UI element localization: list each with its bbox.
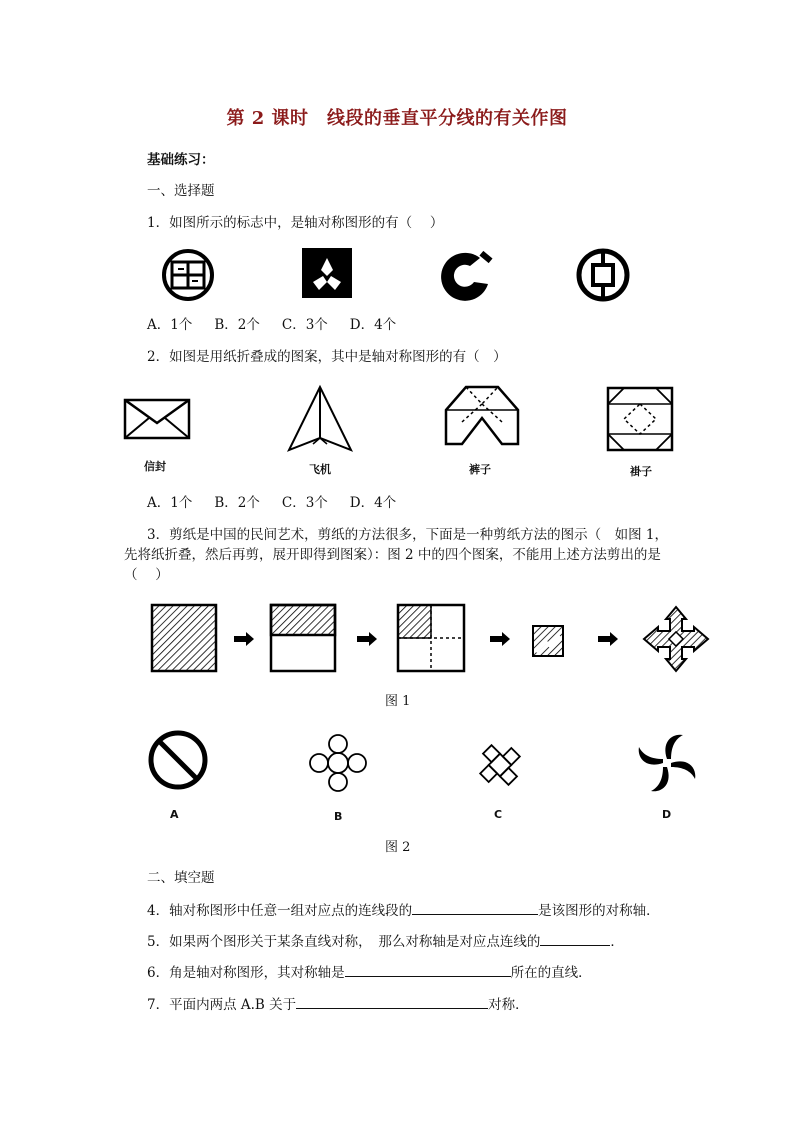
q1-logo-4 [575, 247, 631, 303]
q5-line [147, 930, 624, 952]
figure-2-caption: 图 2 [385, 840, 411, 855]
part1-heading: 一、选择题 [147, 183, 215, 199]
figure-2-label-d: D [662, 808, 672, 821]
figure-1-caption: 图 1 [385, 694, 411, 709]
q4-text-after: 是该图形的对称轴． [538, 903, 660, 919]
q6-text-before: 6．角是轴对称图形，其对称轴是 [147, 965, 345, 981]
section-basic-heading: 基础练习： [147, 152, 215, 168]
q2-label-pants: 裤子 [469, 463, 491, 476]
figure-2-option-b [308, 733, 368, 793]
figure-2-label-a: A [170, 808, 179, 821]
q7-text-before: 7．平面内两点 A.B 关于 [147, 997, 297, 1013]
q7-line [147, 993, 529, 1015]
q1-logo-2 [302, 248, 354, 300]
q2-envelope-figure [123, 395, 193, 443]
q2-pants-figure [442, 384, 522, 454]
part2-heading: 二、填空题 [147, 870, 215, 886]
figure-2-option-d [632, 728, 702, 798]
q1-text: 1．如图所示的标志中，是轴对称图形的有（ ） [147, 215, 444, 231]
q1-option-a: A．1个 [147, 317, 193, 333]
page-title: 第 2 课时 线段的垂直平分线的有关作图 [226, 108, 568, 129]
q7-text-after: 对称． [488, 997, 529, 1013]
q2-options [147, 493, 418, 513]
q2-option-c: C．3个 [281, 495, 328, 511]
q1-logo-3 [440, 248, 496, 304]
q2-option-b: B．2个 [214, 495, 260, 511]
q1-option-d: D．4个 [349, 317, 397, 333]
q2-label-plane: 飞机 [309, 463, 331, 476]
q7-answer-blank[interactable] [296, 993, 488, 1009]
q2-option-d: D．4个 [349, 495, 397, 511]
q4-answer-blank[interactable] [412, 899, 538, 915]
figure-2-label-c: C [494, 808, 503, 821]
q2-jacket-figure [604, 384, 676, 454]
q1-options [147, 315, 418, 335]
q2-label-envelope: 信封 [144, 460, 166, 473]
q5-text-before: 5．如果两个图形关于某条直线对称， 那么对称轴是对应点连线的 [147, 934, 541, 950]
q6-text-after: 所在的直线． [510, 965, 592, 981]
q2-label-jacket: 褂子 [630, 465, 652, 478]
q3-text-line3: （ ） [124, 567, 169, 583]
figure-1-folding-steps [148, 602, 728, 676]
q2-text: 2．如图是用纸折叠成的图案，其中是轴对称图形的有（ ） [147, 349, 507, 365]
q1-option-b: B．2个 [214, 317, 260, 333]
q4-line [147, 899, 660, 921]
q6-line [147, 961, 592, 983]
figure-2-label-b: B [334, 810, 343, 823]
q4-text-before: 4．轴对称图形中任意一组对应点的连线段的 [147, 903, 413, 919]
q3-text-line2: 先将纸折叠，然后再剪，展开即得到图案）：图 2 中的四个图案，不能用上述方法剪出的是 [124, 547, 661, 563]
q3-text-line1: 3．剪纸是中国的民间艺术，剪纸的方法很多，下面是一种剪纸方法的图示（ 如图 1， [147, 527, 668, 543]
q2-plane-figure [285, 384, 355, 454]
q2-option-a: A．1个 [147, 495, 193, 511]
q1-option-c: C．3个 [281, 317, 328, 333]
q5-text-after: ． [610, 934, 624, 950]
q6-answer-blank[interactable] [345, 961, 511, 977]
q1-logo-1 [160, 247, 220, 303]
figure-2-option-a [146, 728, 216, 794]
q5-answer-blank[interactable] [540, 930, 610, 946]
figure-2-option-c [468, 733, 532, 797]
